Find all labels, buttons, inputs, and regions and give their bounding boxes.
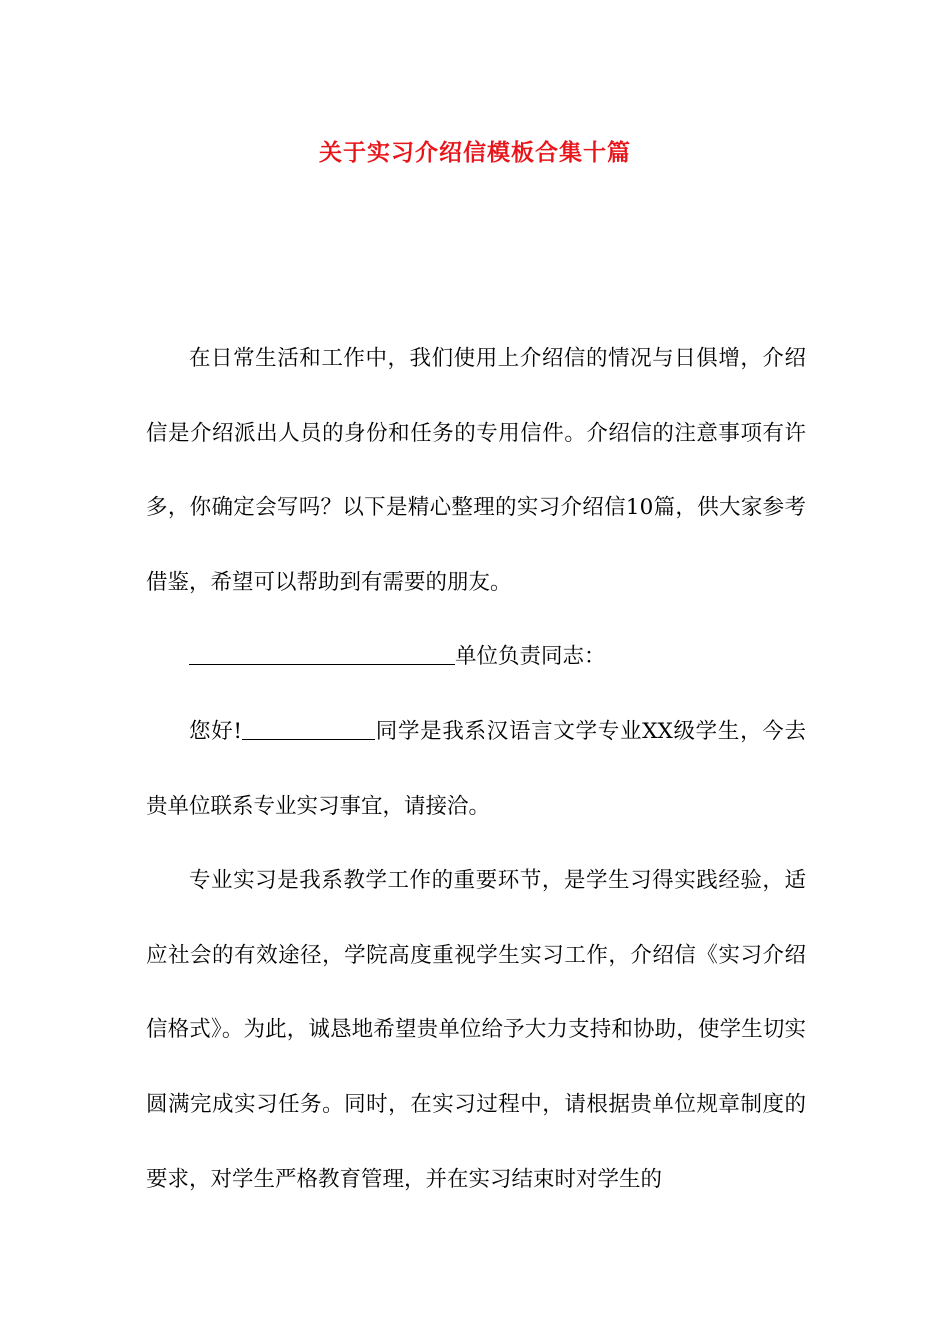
greeting-suffix: 同学是我系汉语言文学专业XX级学生，今去贵单位联系专业实习事宜，请接洽。 [146, 718, 806, 819]
intro-paragraph: 在日常生活和工作中，我们使用上介绍信的情况与日俱增，介绍信是介绍派出人员的身份和任务的专用信件。介绍信的注意事项有许多，你确定会写吗？以下是精心整理的实习介绍信10篇，供大家参考借鉴，希望可以帮助到有需要的朋友。 [146, 346, 806, 595]
greeting-prefix: 您好! [189, 718, 243, 744]
document-title: 关于实习介绍信模板合集十篇 [319, 139, 631, 166]
document-body [146, 322, 806, 1217]
recipient-blank [189, 641, 455, 666]
greeting-paragraph [146, 695, 806, 844]
salutation-line [146, 620, 806, 695]
salutation-text: 单位负责同志： [455, 644, 606, 670]
student-name-blank [242, 715, 375, 740]
internship-paragraph: 专业实习是我系教学工作的重要环节，是学生习得实践经验，适应社会的有效途径，学院高度重视学生实习工作，介绍信《实习介绍信格式》。为此，诚恳地希望贵单位给予大力支持和协助，使学生切实圆满完成实习任务。同时，在实习过程中，请根据贵单位规章制度的要求，对学生严格教育管理，并在实习结束时对学生的 [146, 868, 806, 1192]
